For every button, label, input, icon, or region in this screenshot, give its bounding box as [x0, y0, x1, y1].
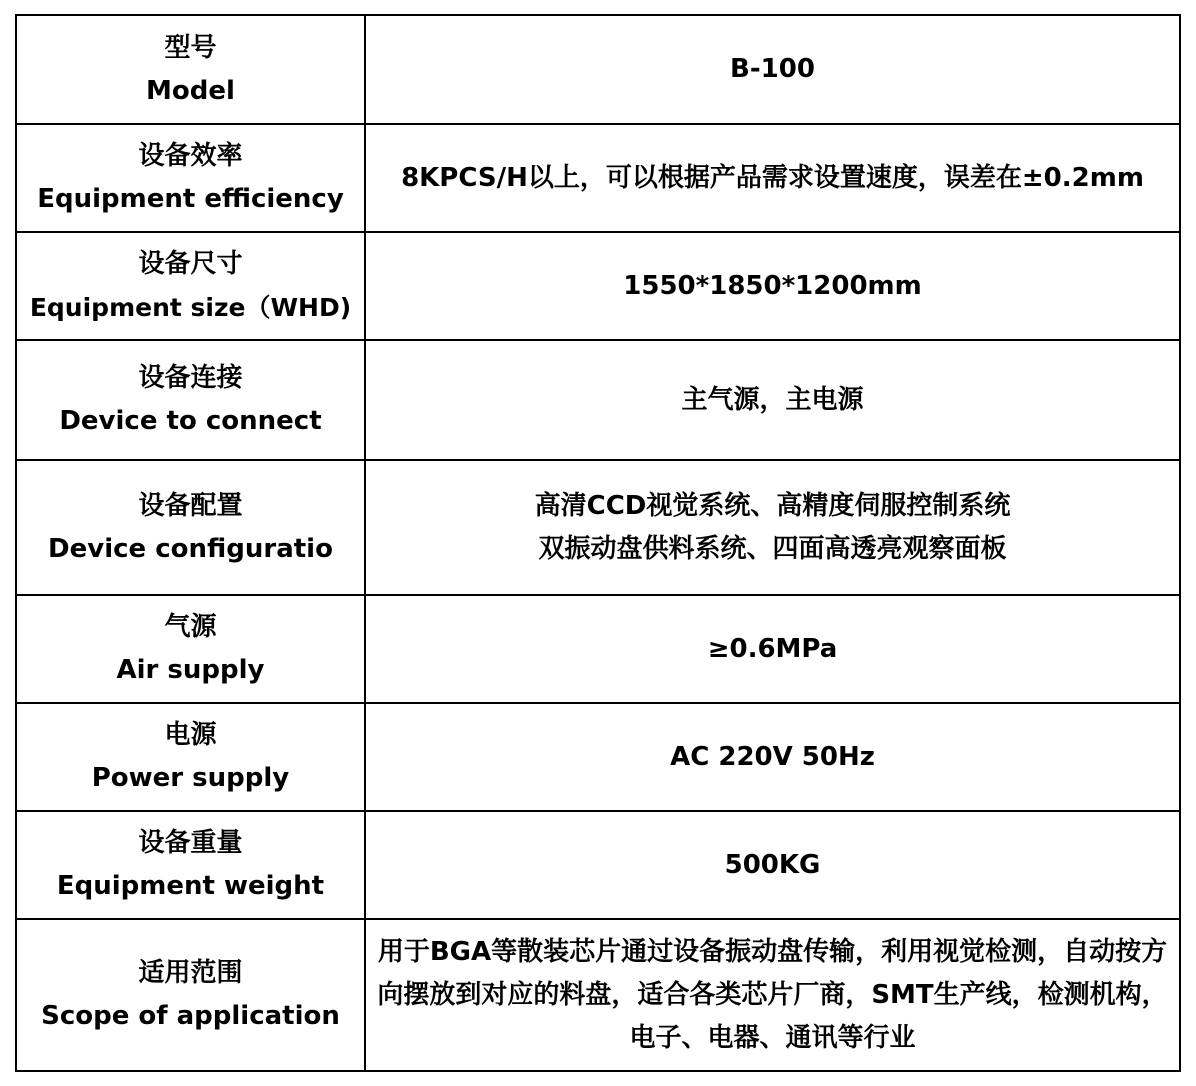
label-en: Equipment efficiency: [37, 184, 344, 214]
label-cn: 型号: [164, 32, 217, 63]
label-en: Air supply: [116, 655, 265, 685]
value-cell: [365, 460, 1180, 595]
spec-table: [15, 14, 1181, 1072]
value-text: 主气源，主电源: [681, 384, 864, 415]
value-text: AC 220V 50Hz: [670, 741, 875, 772]
label-cn: 设备效率: [138, 141, 243, 171]
value-text: 1550*1850*1200mm: [623, 270, 922, 301]
label-en: Scope of application: [41, 1001, 340, 1031]
label-cn: 气源: [164, 612, 217, 642]
label-cn: 适用范围: [138, 958, 243, 988]
value-cell: [365, 811, 1180, 919]
label-cn: 电源: [164, 720, 217, 750]
label-en: Model: [146, 75, 235, 106]
value-text: 500KG: [724, 849, 821, 880]
value-text: 用于BGA等散装芯片通过设备振动盘传输，利用视觉检测，自动按方: [377, 936, 1168, 967]
label-cell: [16, 340, 365, 460]
value-cell: [365, 340, 1180, 460]
table-row: [16, 595, 1180, 703]
label-en: Device configuratio: [48, 533, 333, 564]
value-cell: [365, 15, 1180, 124]
value-cell: [365, 124, 1180, 232]
label-cell: [16, 919, 365, 1071]
label-en: Equipment size（WHD): [29, 293, 352, 322]
label-cn: 设备连接: [138, 363, 243, 393]
value-text: 高清CCD视觉系统、高精度伺服控制系统: [534, 490, 1011, 521]
value-text: ≥0.6MPa: [707, 633, 838, 664]
table-row: [16, 232, 1180, 340]
table-row: [16, 15, 1180, 124]
value-text: B-100: [730, 54, 815, 84]
label-cell: [16, 232, 365, 340]
table-row: [16, 919, 1180, 1071]
value-text: 电子、电器、通讯等行业: [629, 1022, 916, 1053]
value-text: 向摆放到对应的料盘，适合各类芯片厂商，SMT生产线，检测机构，: [377, 979, 1168, 1010]
value-cell: [365, 595, 1180, 703]
table-row: [16, 703, 1180, 811]
value-text: 8KPCS/H以上，可以根据产品需求设置速度，误差在±0.2mm: [401, 162, 1144, 193]
label-cn: 设备尺寸: [138, 249, 243, 279]
label-cell: [16, 124, 365, 232]
label-en: Device to connect: [59, 406, 322, 436]
table-row: [16, 460, 1180, 595]
table-row: [16, 124, 1180, 232]
value-cell: [365, 232, 1180, 340]
label-cell: [16, 595, 365, 703]
label-cell: [16, 15, 365, 124]
value-cell: [365, 919, 1180, 1071]
label-cn: 设备配置: [138, 490, 243, 521]
table-row: [16, 811, 1180, 919]
value-cell: [365, 703, 1180, 811]
label-en: Equipment weight: [56, 871, 325, 901]
label-cell: [16, 811, 365, 919]
value-text: 双振动盘供料系统、四面高透亮观察面板: [538, 533, 1007, 564]
label-cell: [16, 703, 365, 811]
table-row: [16, 340, 1180, 460]
label-en: Power supply: [91, 763, 290, 793]
label-cell: [16, 460, 365, 595]
label-cn: 设备重量: [138, 828, 243, 858]
